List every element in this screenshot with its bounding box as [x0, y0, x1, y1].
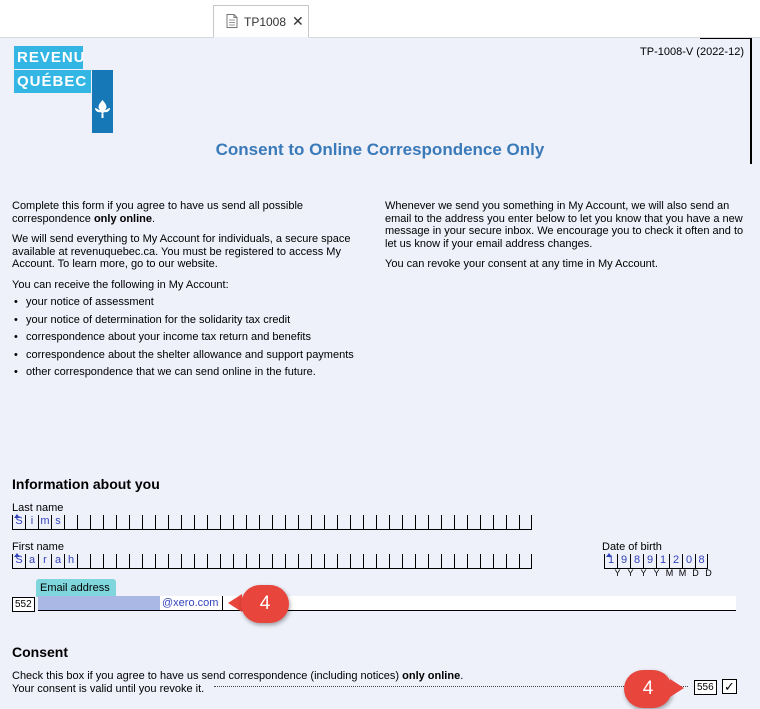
char-cell: [298, 554, 311, 569]
char-cell: [116, 554, 129, 569]
intro-paragraph-1: Complete this form if you agree to have us send all possible correspondence only online.: [12, 200, 304, 225]
char-cell: [64, 515, 77, 530]
text-caret: [222, 596, 223, 611]
char-cell: [168, 554, 181, 569]
char-cell: [506, 515, 519, 530]
char-cell: [428, 515, 441, 530]
dob-format-letter: Y: [653, 568, 660, 578]
char-cell: [311, 554, 324, 569]
char-cell: [207, 554, 220, 569]
char-cell: [129, 515, 142, 530]
char-cell: [389, 515, 402, 530]
char-cell: [467, 554, 480, 569]
char-cell: [116, 515, 129, 530]
char-cell: [259, 554, 272, 569]
form-id: TP-1008-V (2022-12): [640, 46, 744, 58]
close-icon[interactable]: ✕: [292, 13, 304, 29]
first-name-label: First name: [12, 541, 64, 553]
intro-paragraph-2: We will send everything to My Account for individuals, a secure space available at revenuquebec.ca. You must be registered to access My Account. To learn more, go to our website.: [12, 233, 351, 270]
list-item: • other correspondence that we can send online in the future.: [12, 366, 362, 379]
char-cell: S: [12, 515, 25, 530]
char-cell: [207, 515, 220, 530]
page-title: Consent to Online Correspondence Only: [215, 140, 545, 159]
char-cell: a: [25, 554, 38, 569]
char-cell: [181, 554, 194, 569]
char-cell: [272, 554, 285, 569]
logo-line1: REVENU: [14, 46, 83, 69]
char-cell: 0: [682, 554, 695, 569]
step-callout-consent: 4: [624, 670, 672, 708]
char-cell: [233, 554, 246, 569]
consent-checkbox[interactable]: ✓: [722, 679, 737, 694]
char-cell: a: [51, 554, 64, 569]
date-of-birth-field[interactable]: [604, 554, 708, 569]
char-cell: [363, 515, 376, 530]
char-cell: [194, 554, 207, 569]
char-cell: [428, 554, 441, 569]
char-cell: 1: [604, 554, 617, 569]
dob-format-letter: Y: [640, 568, 647, 578]
char-cell: [272, 515, 285, 530]
first-name-field[interactable]: [12, 554, 532, 569]
email-input[interactable]: [38, 596, 736, 611]
char-cell: [454, 554, 467, 569]
char-cell: s: [51, 515, 64, 530]
char-cell: [155, 515, 168, 530]
char-cell: [441, 554, 454, 569]
dotted-leader: [214, 686, 688, 687]
dob-format-letter: M: [678, 568, 687, 578]
char-cell: [350, 515, 363, 530]
char-cell: [519, 554, 532, 569]
dob-format-legend: [611, 568, 715, 578]
char-cell: [493, 554, 506, 569]
char-cell: [337, 515, 350, 530]
char-cell: [363, 554, 376, 569]
char-cell: 9: [617, 554, 630, 569]
email-domain: @xero.com: [162, 597, 219, 609]
tab-label: TP1008: [244, 15, 287, 29]
char-cell: [519, 515, 532, 530]
char-cell: 1: [656, 554, 669, 569]
char-cell: [480, 554, 493, 569]
char-cell: i: [25, 515, 38, 530]
char-cell: [259, 515, 272, 530]
char-cell: [142, 515, 155, 530]
char-cell: [90, 515, 103, 530]
form-page: [0, 38, 760, 709]
char-cell: [324, 554, 337, 569]
char-cell: [493, 515, 506, 530]
char-cell: 8: [630, 554, 643, 569]
box-552: 552: [12, 597, 35, 612]
char-cell: [77, 554, 90, 569]
char-cell: [441, 515, 454, 530]
intro-paragraph-4: Whenever we send you something in My Account, we will also send an email to the address you enter below to let you know that you have a new message in your secure inbox. We encourage you to check it often and to let us know if your email address changes.: [385, 200, 744, 250]
email-redacted-portion: [38, 596, 160, 610]
char-cell: [77, 515, 90, 530]
callout-pointer: [670, 679, 684, 697]
char-cell: [376, 515, 389, 530]
info-heading: Information about you: [12, 476, 160, 492]
char-cell: [402, 554, 415, 569]
char-cell: [103, 554, 116, 569]
char-cell: [506, 554, 519, 569]
list-item: • your notice of assessment: [12, 296, 362, 309]
revenu-quebec-logo: [14, 46, 114, 126]
consent-line-2: Your consent is valid until you revoke it.: [12, 682, 205, 695]
char-cell: [103, 515, 116, 530]
email-address-tag: Email address: [36, 579, 116, 597]
last-name-label: Last name: [12, 502, 64, 514]
char-cell: [129, 554, 142, 569]
list-item: • your notice of determination for the solidarity tax credit: [12, 314, 362, 327]
char-cell: [285, 554, 298, 569]
char-cell: [246, 515, 259, 530]
char-cell: [285, 515, 298, 530]
char-cell: 8: [695, 554, 708, 569]
char-cell: [480, 515, 493, 530]
dob-format-letter: D: [705, 568, 712, 578]
intro-column-left: [12, 200, 362, 384]
dob-format-letter: M: [665, 568, 674, 578]
char-cell: [298, 515, 311, 530]
callout-pointer: [228, 594, 242, 612]
char-cell: [220, 554, 233, 569]
dob-format-letter: Y: [627, 568, 634, 578]
char-cell: r: [38, 554, 51, 569]
box-556: 556: [694, 680, 717, 695]
char-cell: [246, 554, 259, 569]
logo-line2: QUÉBEC: [14, 70, 91, 93]
list-item: • correspondence about the shelter allowance and support payments: [12, 349, 362, 362]
list-item: • correspondence about your income tax return and benefits: [12, 331, 362, 344]
char-cell: [168, 515, 181, 530]
char-cell: [155, 554, 168, 569]
tab-tp1008[interactable]: [213, 5, 309, 38]
dob-format-letter: Y: [614, 568, 621, 578]
char-cell: [194, 515, 207, 530]
char-cell: [233, 515, 246, 530]
dob-format-letter: D: [692, 568, 699, 578]
char-cell: [350, 554, 363, 569]
char-cell: [337, 554, 350, 569]
char-cell: [142, 554, 155, 569]
char-cell: [220, 515, 233, 530]
intro-paragraph-3: You can receive the following in My Account:: [12, 278, 229, 291]
step-callout-email: 4: [241, 585, 289, 623]
char-cell: [402, 515, 415, 530]
dob-label: Date of birth: [602, 541, 662, 553]
consent-heading: Consent: [12, 644, 68, 660]
top-rule: [700, 38, 752, 39]
char-cell: [181, 515, 194, 530]
char-cell: [467, 515, 480, 530]
char-cell: [311, 515, 324, 530]
fleur-de-lis-icon: [92, 70, 113, 133]
consent-line-1: Check this box if you agree to have us send correspondence (including notices) only online.: [12, 670, 464, 682]
char-cell: [415, 515, 428, 530]
char-cell: 9: [643, 554, 656, 569]
last-name-field[interactable]: [12, 515, 532, 530]
char-cell: [90, 554, 103, 569]
char-cell: m: [38, 515, 51, 530]
intro-paragraph-5: You can revoke your consent at any time in My Account.: [385, 258, 658, 270]
char-cell: S: [12, 554, 25, 569]
receivable-list: [12, 296, 362, 379]
char-cell: 2: [669, 554, 682, 569]
char-cell: [454, 515, 467, 530]
consent-text: [12, 670, 463, 695]
char-cell: [324, 515, 337, 530]
char-cell: h: [64, 554, 77, 569]
document-icon: [226, 14, 238, 31]
char-cell: [415, 554, 428, 569]
char-cell: [389, 554, 402, 569]
tab-bar: [0, 0, 760, 38]
intro-column-right: [385, 200, 745, 279]
char-cell: [376, 554, 389, 569]
